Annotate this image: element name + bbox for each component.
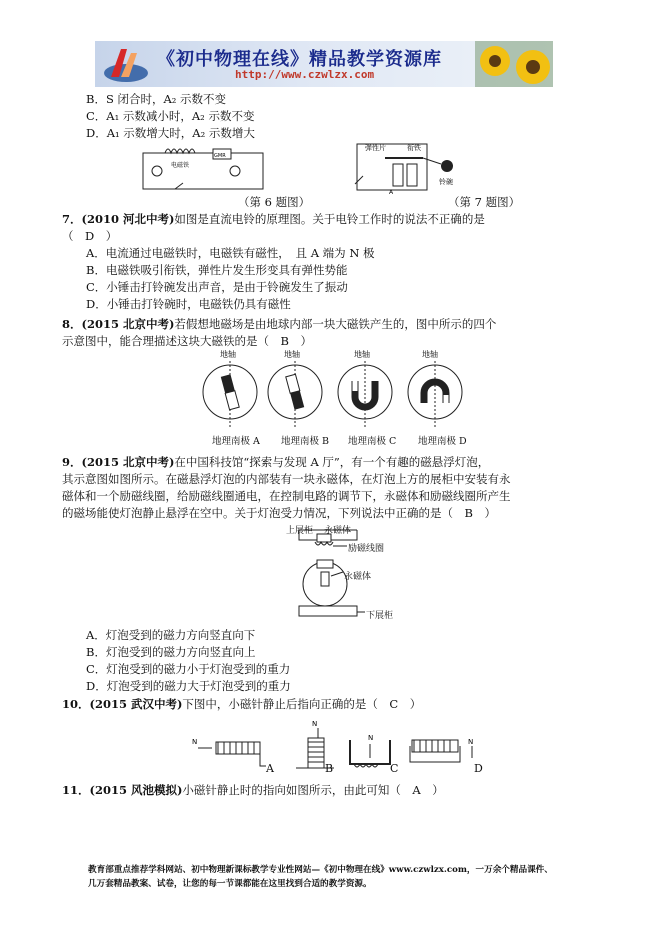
q8-figure-a [203,349,257,427]
q9-text1: 在中国科技馆“探索与发现 A 厅”，有一个有趣的磁悬浮灯泡， [174,455,490,469]
q10-compass-figures [190,718,500,774]
q10-label-c: C [390,762,399,775]
q9-label-magnet-top: 永磁体 [324,526,352,536]
q7-answer: （ D ） [62,229,118,243]
q10-answer: （ C ） [366,697,422,711]
q8-stem-line1 [62,316,496,332]
q8-number: 8． [62,317,82,331]
q9-stem-line2: 其示意图如图所示。在磁悬浮灯泡的内部装有一块永磁体，在灯泡上方的展柜中安装有永 [62,472,511,486]
banner-title: 《初中物理在线》精品教学资源库 [157,49,442,70]
q10-label-d: D [474,762,483,775]
q9-answer: （ B ） [441,506,496,520]
q8-figure-c [338,349,392,427]
q10-text: 下图中，小磁针静止后指向正确的是 [182,697,367,711]
logo-icon [101,43,151,85]
banner-url[interactable]: http://www.czwlzx.com [235,68,375,81]
q11-source: (2015 风池模拟) [89,783,183,797]
q8-text1: 若假想地磁场是由地球内部一块大磁铁产生的，图中所示的四个 [174,317,497,331]
q7-source: (2010 河北中考) [81,212,175,226]
q8-source: (2015 北京中考) [81,317,175,331]
q11-number: 11． [62,783,90,797]
q10-label-b: B [325,762,334,775]
fig6-caption: （第 6 题图） [238,195,311,209]
q9-source: (2015 北京中考) [81,455,175,469]
q8-answer: （ B ） [257,334,312,348]
header-banner [95,41,553,87]
q9-label-top-case: 上展柜 [286,526,314,536]
q11-stem [62,782,444,798]
q10-n-label-c: N [368,734,374,742]
q10-figure-c [350,734,390,767]
q8-axis-label-d: 地轴 [422,350,438,359]
fig7-iron-label: 衔铁 [407,144,421,152]
q8-text2: 示意图中，能合理描述这块大磁铁的是 [62,334,258,348]
q8-axis-label-c: 地轴 [354,350,370,359]
q9-stem-line1 [62,454,489,470]
q6-option-c: C．A₁ 示数减小时，A₂ 示数不变 [86,109,255,123]
q9-option-b: B．灯泡受到的磁力方向竖直向上 [86,645,256,659]
q8-label-a: 地理南极 A [212,436,260,447]
q9-option-a: A．灯泡受到的磁力方向竖直向下 [86,628,256,642]
q7-option-b: B．电磁铁吸引衔铁，弹性片发生形变具有弹性势能 [86,263,348,277]
q11-text: 小磁针静止时的指向如图所示，由此可知 [182,783,390,797]
q10-number: 10． [62,697,90,711]
fig7-caption: （第 7 题图） [448,195,521,209]
q9-label-coil: 励磁线圈 [348,544,385,554]
fig6-gmr-label: GMR [214,153,226,159]
footer-line1: 教育部重点推荐学科网站、初中物理新课标教学专业性网站—《初中物理在线》www.czwlzx.com，一万余个精品课件、 [88,865,553,875]
fig6-circuit-diagram [135,143,270,195]
fig7-a-label: A [389,189,394,196]
q7-option-a: A．电流通过电磁铁时，电磁铁有磁性， 且 A 端为 N 极 [86,246,375,260]
q7-option-c: C．小锤击打铃碗发出声音，是由于铃碗发生了振动 [86,280,348,294]
q10-figure-d [410,738,473,762]
q9-text4: 的磁场能使灯泡静止悬浮在空中。关于灯泡受力情况，下列说法中正确的是 [62,506,442,520]
q9-option-c: C．灯泡受到的磁力小于灯泡受到的重力 [86,662,291,676]
q8-label-d: 地理南极 D [418,436,467,447]
q9-label-bottom-case: 下展柜 [366,611,394,621]
q8-label-c: 地理南极 C [348,436,397,447]
q9-stem-line4 [62,505,496,521]
q7-option-d: D．小锤击打铃碗时，电磁铁仍具有磁性 [86,297,291,311]
q8-axis-label-b: 地轴 [284,350,300,359]
fig7-bell-diagram [345,138,475,198]
q10-figure-b [296,720,334,768]
q8-figure-b [268,349,322,427]
q8-figure-d [408,349,462,427]
q7-number: 7． [62,212,82,226]
q9-option-d: D．灯泡受到的磁力大于灯泡受到的重力 [86,679,291,693]
q6-option-d: D．A₁ 示数增大时，A₂ 示数增大 [86,126,255,140]
q10-n-label-d: N [468,738,474,746]
q10-n-label-a: N [192,738,198,746]
q6-option-b: B．S 闭合时，A₂ 示数不变 [86,92,227,106]
q9-stem-line3: 磁体和一个励磁线圈，给励磁线圈通电，在控制电路的调节下，永磁体和励磁线圈所产生 [62,489,511,503]
q11-answer: （ A ） [389,783,444,797]
sunflower-image [475,41,553,87]
q9-number: 9． [62,455,82,469]
fig7-bowl-label: 铃碗 [439,178,453,186]
q10-figure-a [192,738,266,766]
fig7-spring-label: 弹性片 [365,144,386,152]
q10-label-a: A [266,762,274,775]
fig6-coil-label: 电磁铁 [171,162,190,169]
q8-axis-label-a: 地轴 [220,350,236,359]
q8-label-b: 地理南极 B [281,436,330,447]
q10-stem [62,696,421,712]
q10-source: (2015 武汉中考) [89,697,183,711]
q7-text: 如图是直流电铃的原理图。关于电铃工作时的说法不正确的是 [174,212,485,226]
q9-label-magnet: 永磁体 [344,572,372,582]
footer-line2: 几万套精品教案、试卷，让您的每一节课都能在这里找到合适的教学资源。 [88,879,372,889]
q10-n-label-b: N [312,720,318,728]
q7-stem [62,211,485,227]
